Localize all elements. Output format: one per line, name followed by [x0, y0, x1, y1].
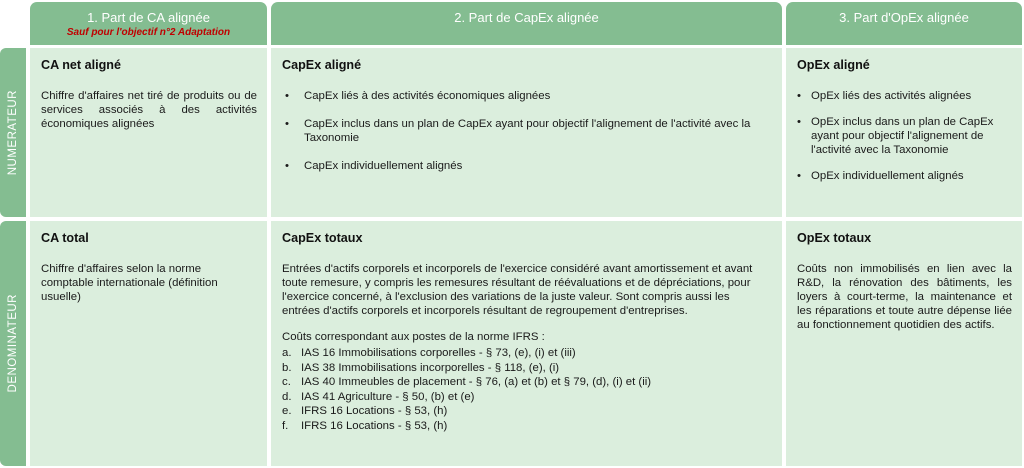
cell-capex-totaux — [271, 221, 782, 466]
cell-capex-totaux-para1: Entrées d'actifs corporels et incorporels de l'exercice considéré avant amortissement et avant toute remesure, y compris les remesures résultant de réévaluations et de dépréciations, pour l'exercice concerné, à l'exclusion des variations de la juste valeur. Sont compris aussi les entrées d'actifs corporels et incorporels résultant de regroupement d'entreprises. — [282, 263, 753, 317]
list-item — [282, 390, 772, 405]
cell-ca-total-heading: CA total — [41, 231, 89, 245]
list-marker: c. — [282, 376, 291, 389]
cell-ca-net-heading: CA net aligné — [41, 58, 122, 72]
cell-opex-totaux-text: Coûts non immobilisés en lien avec la R&D, la rénovation des bâtiments, les loyers à court-terme, la maintenance et les réparations et toute autre dépense liée au fonctionnement quotidien des actifs. — [797, 263, 1012, 331]
header-ca — [30, 2, 267, 45]
row-label-numerateur-text: NUMERATEUR — [7, 89, 19, 176]
list-marker: e. — [282, 405, 292, 418]
row-label-numerateur — [0, 48, 26, 217]
cell-opex-aligne-heading: OpEx aligné — [797, 58, 870, 72]
list-item: • OpEx inclus dans un plan de CapEx ayant pour objectif l'alignement de l'activité avec la Taxonomie — [797, 115, 1012, 157]
list-item: • CapEx inclus dans un plan de CapEx ayant pour objectif l'alignement de l'activité avec la Taxonomie — [282, 117, 772, 145]
opex-aligne-list — [797, 89, 1012, 183]
row-label-denominateur-text: DENOMINATEUR — [7, 294, 19, 393]
list-text: IAS 16 Immobilisations corporelles - § 73, (e), (i) et (iii) — [301, 347, 576, 359]
cell-opex-aligne — [786, 48, 1022, 217]
cell-capex-totaux-heading: CapEx totaux — [282, 231, 363, 245]
header-ca-subtitle: Sauf pour l'objectif n°2 Adaptation — [66, 27, 231, 38]
capex-aligne-list — [282, 89, 772, 173]
header-opex-title: 3. Part d'OpEx alignée — [839, 10, 969, 25]
list-marker: f. — [282, 419, 289, 432]
list-text: IAS 41 Agriculture - § 50, (b) et (e) — [301, 390, 475, 403]
cell-capex-aligne — [271, 48, 782, 217]
list-text: IFRS 16 Locations - § 53, (h) — [301, 419, 448, 432]
list-item — [282, 404, 772, 419]
ifrs-items-list — [282, 346, 772, 434]
list-item: • CapEx liés à des activités économiques alignées — [282, 89, 772, 103]
header-ca-title: 1. Part de CA alignée — [87, 10, 210, 25]
header-capex — [271, 2, 782, 45]
list-text: IFRS 16 Locations - § 53, (h) — [301, 405, 448, 418]
list-item — [282, 361, 772, 376]
list-item — [282, 375, 772, 390]
list-text: IAS 40 Immeubles de placement - § 76, (a) et (b) et § 79, (d), (i) et (ii) — [301, 376, 652, 389]
list-item: • CapEx individuellement alignés — [282, 159, 772, 173]
cell-opex-totaux-heading: OpEx totaux — [797, 231, 872, 245]
cell-opex-totaux — [786, 221, 1022, 466]
cell-capex-totaux-para2: Coûts correspondant aux postes de la norme IFRS : — [282, 331, 545, 343]
list-text: IAS 38 Immobilisations incorporelles - § 118, (e), (i) — [301, 361, 560, 374]
list-marker: b. — [282, 361, 292, 374]
list-item — [282, 419, 772, 434]
header-opex — [786, 2, 1022, 45]
cell-ca-net-text: Chiffre d'affaires net tiré de produits ou de services associés à des activités économiques alignées — [41, 90, 257, 130]
cell-capex-aligne-heading: CapEx aligné — [282, 58, 362, 72]
cell-ca-net — [30, 48, 267, 217]
list-item: • OpEx individuellement alignés — [797, 169, 1012, 183]
header-capex-title: 2. Part de CapEx alignée — [454, 10, 599, 25]
list-marker: d. — [282, 390, 292, 403]
list-marker: a. — [282, 347, 292, 359]
cell-ca-total-text: Chiffre d'affaires selon la norme comptable internationale (définition usuelle) — [41, 263, 218, 303]
list-item: • OpEx liés des activités alignées — [797, 89, 1012, 103]
cell-ca-total — [30, 221, 267, 466]
row-label-denominateur — [0, 221, 26, 466]
list-item — [282, 346, 772, 361]
